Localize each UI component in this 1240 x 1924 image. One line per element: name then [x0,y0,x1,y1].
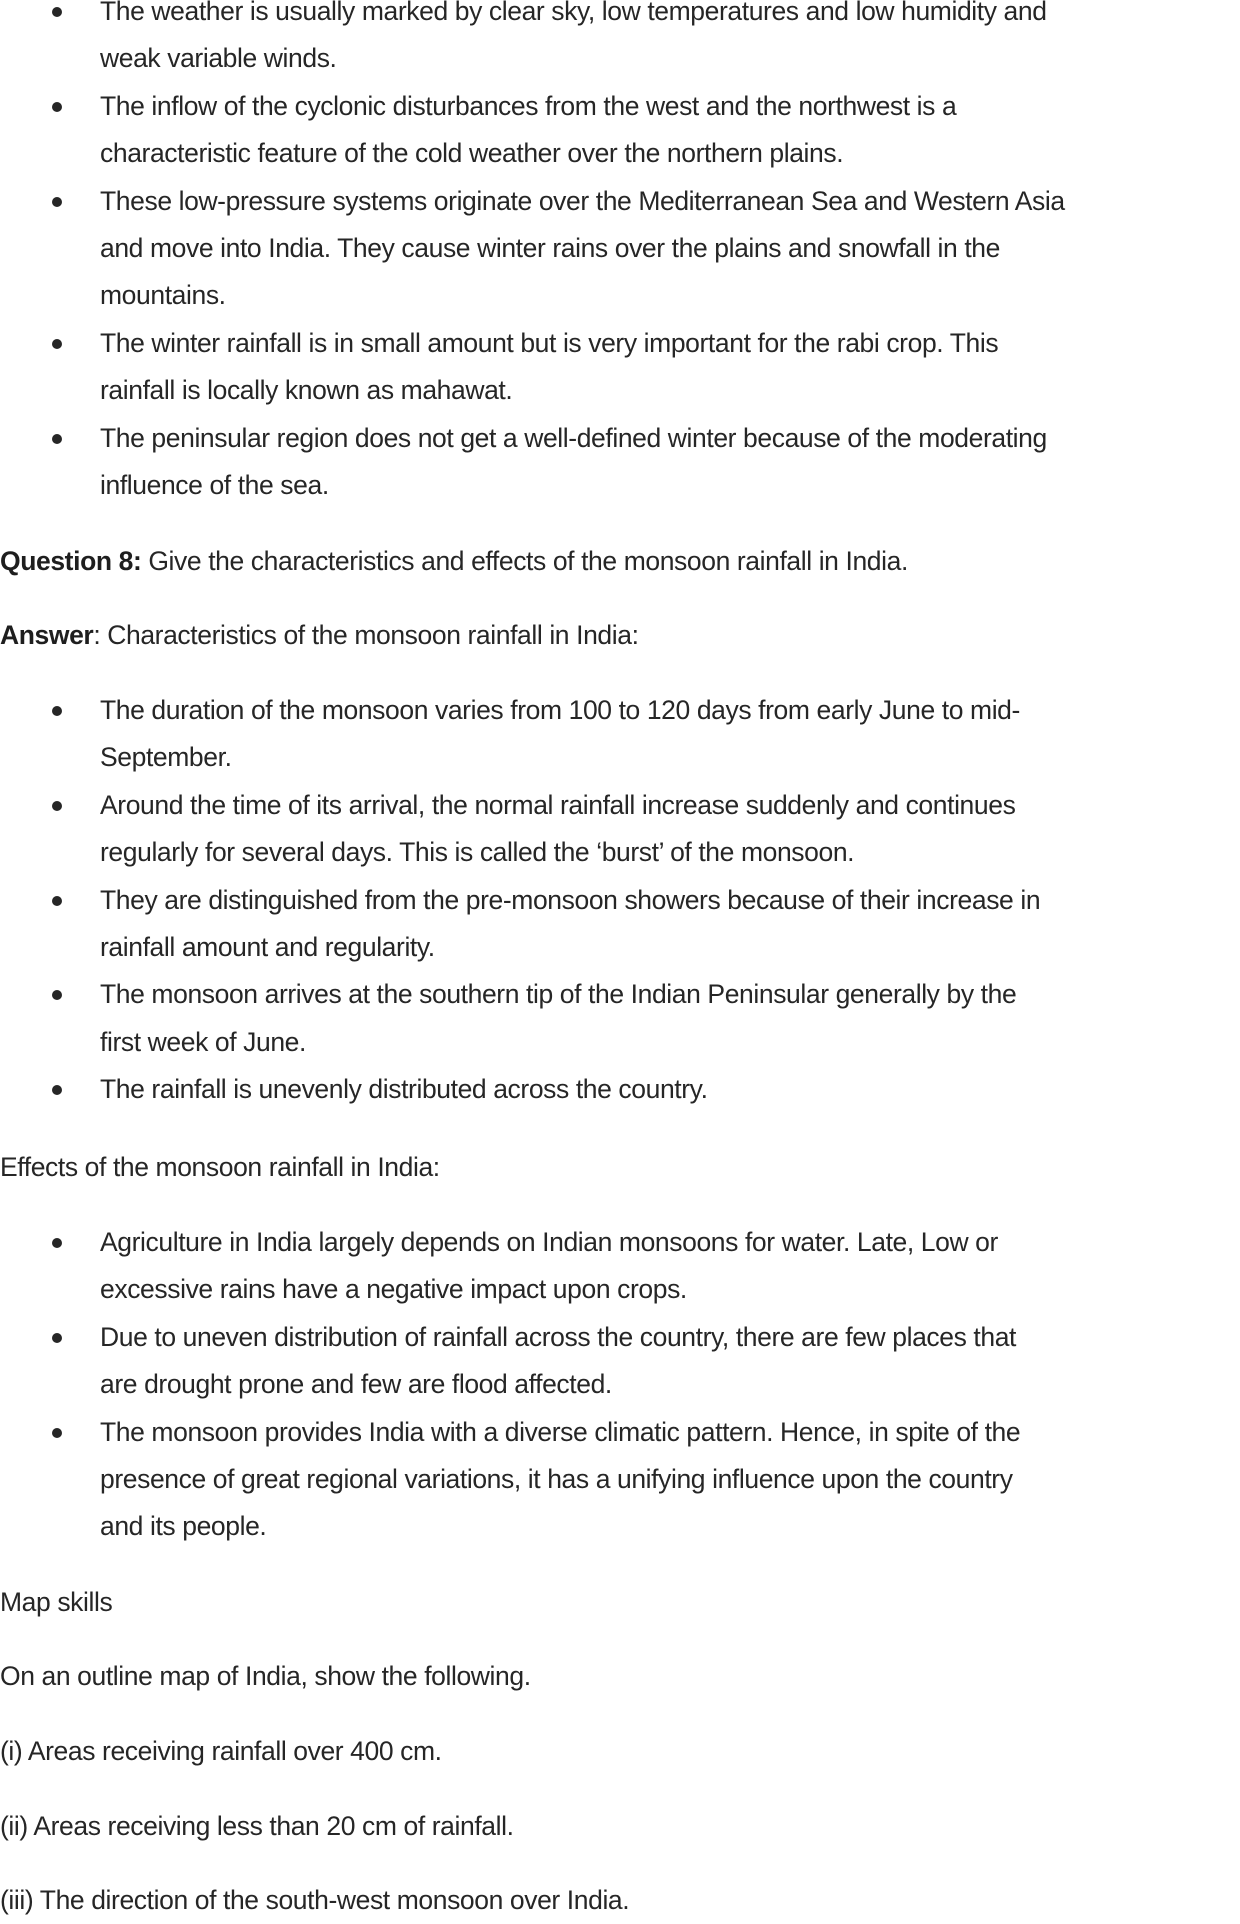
answer-intro [0,612,639,659]
map-task-1: (i) Areas receiving rainfall over 400 cm. [0,1736,442,1766]
characteristics-list [0,687,1240,1114]
effects-list [0,1219,1240,1551]
list-item: These low-pressure systems originate over the Mediterranean Sea and Western Asia and move into India. They cause winter rains over the plains and snowfall in the mountains. [0,178,1240,320]
map-skills-instruction: On an outline map of India, show the following. [0,1661,531,1691]
list-item: The winter rainfall is in small amount but is very important for the rabi crop. This rainfall is locally known as mahawat. [0,320,1240,415]
list-item: The weather is usually marked by clear sky, low temperatures and low humidity and weak variable winds. [0,0,1240,83]
bullet-icon [52,102,62,112]
list-item: The duration of the monsoon varies from 100 to 120 days from early June to mid- September. [0,687,1240,782]
list-item: The monsoon provides India with a diverse climatic pattern. Hence, in spite of the presence of great regional variations, it has a unifying influence upon the country and its people. [0,1409,1240,1551]
bullet-icon [52,339,62,349]
bullet-icon [52,434,62,444]
list-item: Around the time of its arrival, the normal rainfall increase suddenly and continues regularly for several days. This is called the ‘burst’ of the monsoon. [0,782,1240,877]
map-task-3: (iii) The direction of the south-west monsoon over India. [0,1885,630,1915]
bullet-icon [52,896,62,906]
bullet-icon [52,197,62,207]
question-8 [0,538,908,585]
list-item: The peninsular region does not get a well-defined winter because of the moderating influence of the sea. [0,415,1240,510]
bullet-icon [52,7,62,17]
list-item: They are distinguished from the pre-monsoon showers because of their increase in rainfall amount and regularity. [0,877,1240,972]
bullet-icon [52,1238,62,1248]
list-item: The inflow of the cyclonic disturbances from the west and the northwest is a characteristic feature of the cold weather over the northern plains. [0,83,1240,178]
bullet-icon [52,1085,62,1095]
question-text: Give the characteristics and effects of the monsoon rainfall in India. [141,546,908,576]
list-item: Due to uneven distribution of rainfall across the country, there are few places that are drought prone and few are flood affected. [0,1314,1240,1409]
list-item: The rainfall is unevenly distributed across the country. [0,1066,1240,1113]
bullet-icon [52,706,62,716]
list-item: Agriculture in India largely depends on Indian monsoons for water. Late, Low or excessive rains have a negative impact upon crops. [0,1219,1240,1314]
effects-heading: Effects of the monsoon rainfall in India: [0,1152,440,1182]
bullet-icon [52,1428,62,1438]
answer-label: Answer [0,620,94,650]
bullet-icon [52,1333,62,1343]
winter-characteristics-list [0,0,1240,509]
list-item: The monsoon arrives at the southern tip of the Indian Peninsular generally by the first week of June. [0,971,1240,1066]
map-skills-heading: Map skills [0,1587,113,1617]
answer-text: : Characteristics of the monsoon rainfall in India: [93,620,639,650]
bullet-icon [52,801,62,811]
map-task-2: (ii) Areas receiving less than 20 cm of rainfall. [0,1811,514,1841]
question-label: Question 8: [0,546,142,576]
bullet-icon [52,990,62,1000]
